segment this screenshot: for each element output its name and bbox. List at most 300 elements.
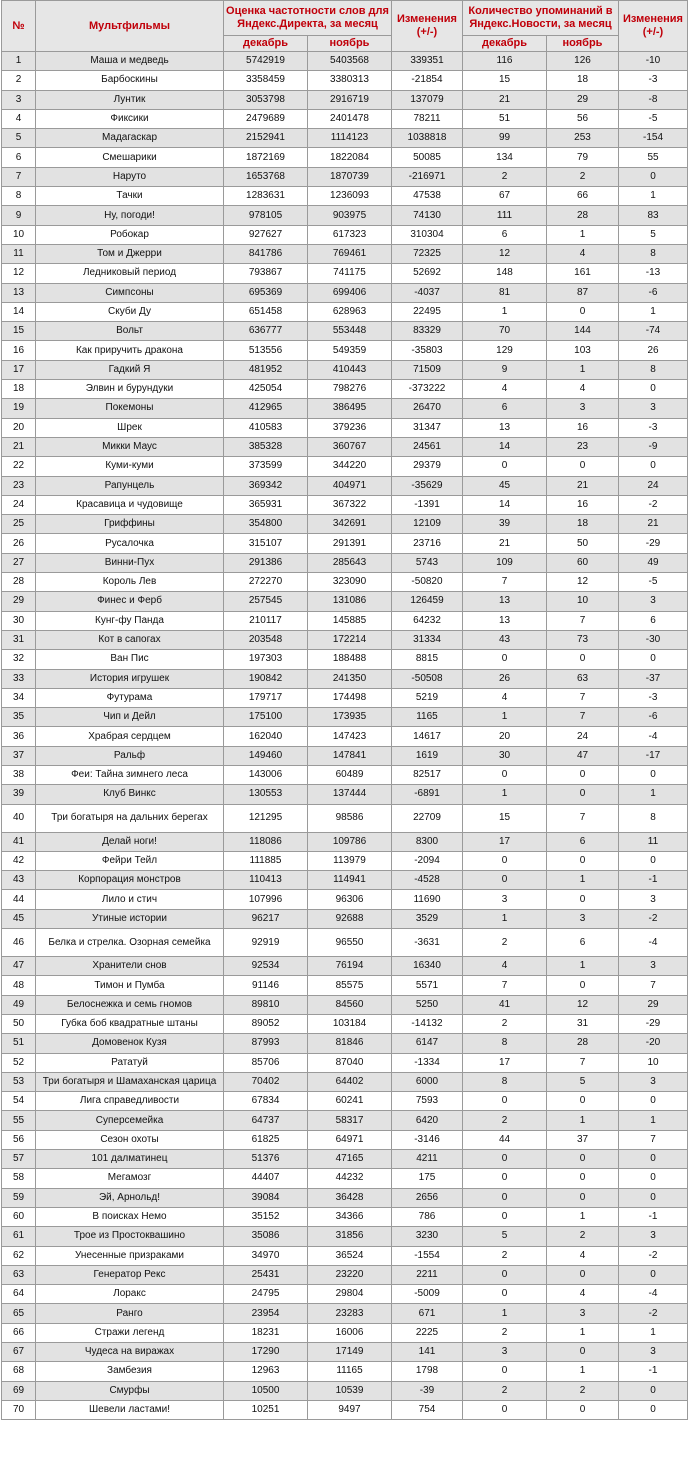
cartoon-name: Робокар — [36, 225, 224, 244]
table-row — [2, 1169, 688, 1188]
cartoon-name: Том и Джерри — [36, 244, 224, 263]
row-number: 37 — [2, 746, 36, 765]
news-november: 12 — [547, 995, 619, 1014]
direct-change: -50508 — [392, 669, 463, 688]
row-number: 32 — [2, 650, 36, 669]
row-number: 28 — [2, 573, 36, 592]
row-number: 18 — [2, 380, 36, 399]
cartoon-name: Смурфы — [36, 1381, 224, 1400]
direct-november: 386495 — [308, 399, 392, 418]
row-number: 42 — [2, 851, 36, 870]
header-change-direct: Изменения (+/-) — [392, 1, 463, 52]
header-november-direct: ноябрь — [308, 36, 392, 52]
news-december: 0 — [463, 1169, 547, 1188]
news-change: 21 — [619, 515, 688, 534]
news-change: 0 — [619, 457, 688, 476]
cartoon-name: Хранители снов — [36, 957, 224, 976]
direct-december: 412965 — [224, 399, 308, 418]
table-row — [2, 976, 688, 995]
table-row — [2, 52, 688, 71]
direct-november: 9497 — [308, 1400, 392, 1419]
row-number: 15 — [2, 322, 36, 341]
news-change: 0 — [619, 1381, 688, 1400]
direct-change: 3230 — [392, 1227, 463, 1246]
cartoon-name: Вольт — [36, 322, 224, 341]
news-change: 0 — [619, 851, 688, 870]
news-november: 6 — [547, 832, 619, 851]
news-november: 1 — [547, 1207, 619, 1226]
news-november: 7 — [547, 708, 619, 727]
news-november: 3 — [547, 1304, 619, 1323]
direct-change: 31347 — [392, 418, 463, 437]
direct-december: 841786 — [224, 244, 308, 263]
news-november: 0 — [547, 976, 619, 995]
direct-change: 83329 — [392, 322, 463, 341]
cartoon-name: Корпорация монстров — [36, 871, 224, 890]
cartoon-name: Делай ноги! — [36, 832, 224, 851]
news-change: -2 — [619, 909, 688, 928]
table-row — [2, 206, 688, 225]
cartoon-name: 101 далматинец — [36, 1150, 224, 1169]
row-number: 39 — [2, 785, 36, 804]
table-row — [2, 1092, 688, 1111]
direct-december: 35086 — [224, 1227, 308, 1246]
cartoon-name: Феи: Тайна зимнего леса — [36, 765, 224, 784]
news-december: 7 — [463, 976, 547, 995]
direct-change: 5250 — [392, 995, 463, 1014]
news-december: 2 — [463, 1381, 547, 1400]
direct-change: 8300 — [392, 832, 463, 851]
direct-november: 1822084 — [308, 148, 392, 167]
direct-december: 70402 — [224, 1072, 308, 1091]
direct-december: 85706 — [224, 1053, 308, 1072]
cartoon-name: Наруто — [36, 167, 224, 186]
news-change: 11 — [619, 832, 688, 851]
direct-change: 137079 — [392, 90, 463, 109]
direct-change: 29379 — [392, 457, 463, 476]
news-december: 2 — [463, 1323, 547, 1342]
direct-november: 34366 — [308, 1207, 392, 1226]
news-december: 111 — [463, 206, 547, 225]
news-november: 0 — [547, 851, 619, 870]
row-number: 44 — [2, 890, 36, 909]
news-december: 3 — [463, 1343, 547, 1362]
table-row — [2, 534, 688, 553]
direct-november: 109786 — [308, 832, 392, 851]
direct-november: 367322 — [308, 495, 392, 514]
news-november: 0 — [547, 785, 619, 804]
news-november: 63 — [547, 669, 619, 688]
news-december: 17 — [463, 832, 547, 851]
news-change: -3 — [619, 418, 688, 437]
news-december: 6 — [463, 225, 547, 244]
table-row — [2, 669, 688, 688]
news-november: 50 — [547, 534, 619, 553]
direct-december: 636777 — [224, 322, 308, 341]
news-november: 144 — [547, 322, 619, 341]
direct-november: 36428 — [308, 1188, 392, 1207]
row-number: 59 — [2, 1188, 36, 1207]
news-change: 1 — [619, 785, 688, 804]
direct-november: 81846 — [308, 1034, 392, 1053]
news-december: 0 — [463, 1188, 547, 1207]
table-row — [2, 109, 688, 128]
direct-november: 92688 — [308, 909, 392, 928]
table-row — [2, 1304, 688, 1323]
table-row — [2, 573, 688, 592]
cartoon-name: Мегамозг — [36, 1169, 224, 1188]
table-row — [2, 418, 688, 437]
direct-november: 60241 — [308, 1092, 392, 1111]
direct-change: 3529 — [392, 909, 463, 928]
news-november: 23 — [547, 437, 619, 456]
row-number: 58 — [2, 1169, 36, 1188]
news-december: 43 — [463, 630, 547, 649]
table-row — [2, 1014, 688, 1033]
news-change: 0 — [619, 650, 688, 669]
news-change: 0 — [619, 1150, 688, 1169]
cartoon-name: Маша и медведь — [36, 52, 224, 71]
news-november: 79 — [547, 148, 619, 167]
direct-change: 52692 — [392, 264, 463, 283]
news-november: 0 — [547, 1092, 619, 1111]
row-number: 61 — [2, 1227, 36, 1246]
news-november: 161 — [547, 264, 619, 283]
table-row — [2, 302, 688, 321]
row-number: 4 — [2, 109, 36, 128]
ratings-table — [1, 0, 688, 1420]
news-december: 70 — [463, 322, 547, 341]
news-december: 0 — [463, 871, 547, 890]
direct-november: 76194 — [308, 957, 392, 976]
direct-november: 85575 — [308, 976, 392, 995]
news-december: 14 — [463, 495, 547, 514]
row-number: 47 — [2, 957, 36, 976]
row-number: 16 — [2, 341, 36, 360]
direct-november: 344220 — [308, 457, 392, 476]
news-december: 21 — [463, 90, 547, 109]
news-change: 3 — [619, 399, 688, 418]
direct-december: 18231 — [224, 1323, 308, 1342]
news-november: 2 — [547, 1381, 619, 1400]
direct-change: 64232 — [392, 611, 463, 630]
direct-november: 98586 — [308, 804, 392, 832]
direct-december: 39084 — [224, 1188, 308, 1207]
news-november: 10 — [547, 592, 619, 611]
news-november: 3 — [547, 909, 619, 928]
news-change: 55 — [619, 148, 688, 167]
news-december: 13 — [463, 611, 547, 630]
news-december: 8 — [463, 1072, 547, 1091]
news-change: -10 — [619, 52, 688, 71]
news-november: 4 — [547, 380, 619, 399]
direct-december: 107996 — [224, 890, 308, 909]
direct-change: -35629 — [392, 476, 463, 495]
table-row — [2, 804, 688, 832]
row-number: 60 — [2, 1207, 36, 1226]
row-number: 8 — [2, 187, 36, 206]
row-number: 6 — [2, 148, 36, 167]
direct-change: -39 — [392, 1381, 463, 1400]
news-november: 1 — [547, 360, 619, 379]
direct-november: 741175 — [308, 264, 392, 283]
direct-november: 617323 — [308, 225, 392, 244]
table-row — [2, 71, 688, 90]
news-change: 10 — [619, 1053, 688, 1072]
news-change: 5 — [619, 225, 688, 244]
cartoon-name: Покемоны — [36, 399, 224, 418]
direct-november: 798276 — [308, 380, 392, 399]
direct-december: 175100 — [224, 708, 308, 727]
news-november: 0 — [547, 1188, 619, 1207]
direct-change: -35803 — [392, 341, 463, 360]
cartoon-name: Домовенок Кузя — [36, 1034, 224, 1053]
direct-december: 24795 — [224, 1285, 308, 1304]
news-december: 1 — [463, 1304, 547, 1323]
direct-december: 354800 — [224, 515, 308, 534]
news-november: 0 — [547, 457, 619, 476]
direct-change: -216971 — [392, 167, 463, 186]
table-row — [2, 90, 688, 109]
row-number: 24 — [2, 495, 36, 514]
news-november: 0 — [547, 302, 619, 321]
direct-december: 190842 — [224, 669, 308, 688]
direct-december: 695369 — [224, 283, 308, 302]
table-row — [2, 1188, 688, 1207]
direct-november: 172214 — [308, 630, 392, 649]
cartoon-name: Три богатыря на дальних берегах — [36, 804, 224, 832]
direct-change: 47538 — [392, 187, 463, 206]
direct-december: 927627 — [224, 225, 308, 244]
news-december: 6 — [463, 399, 547, 418]
direct-december: 61825 — [224, 1130, 308, 1149]
direct-december: 315107 — [224, 534, 308, 553]
direct-december: 203548 — [224, 630, 308, 649]
table-row — [2, 727, 688, 746]
cartoon-name: Стражи легенд — [36, 1323, 224, 1342]
row-number: 22 — [2, 457, 36, 476]
direct-change: 6147 — [392, 1034, 463, 1053]
table-row — [2, 1323, 688, 1342]
direct-november: 3380313 — [308, 71, 392, 90]
direct-change: -50820 — [392, 573, 463, 592]
cartoon-name: Рапунцель — [36, 476, 224, 495]
direct-november: 628963 — [308, 302, 392, 321]
direct-december: 118086 — [224, 832, 308, 851]
direct-december: 1872169 — [224, 148, 308, 167]
news-change: 3 — [619, 592, 688, 611]
direct-november: 145885 — [308, 611, 392, 630]
news-november: 7 — [547, 688, 619, 707]
direct-change: 16340 — [392, 957, 463, 976]
direct-december: 34970 — [224, 1246, 308, 1265]
news-november: 24 — [547, 727, 619, 746]
cartoon-name: Суперсемейка — [36, 1111, 224, 1130]
news-change: 0 — [619, 167, 688, 186]
news-december: 148 — [463, 264, 547, 283]
news-change: -6 — [619, 283, 688, 302]
table-row — [2, 399, 688, 418]
table-row — [2, 1072, 688, 1091]
cartoon-name: Шрек — [36, 418, 224, 437]
table-row — [2, 225, 688, 244]
direct-change: 141 — [392, 1343, 463, 1362]
news-december: 13 — [463, 592, 547, 611]
news-change: 83 — [619, 206, 688, 225]
cartoon-name: Красавица и чудовище — [36, 495, 224, 514]
direct-change: 82517 — [392, 765, 463, 784]
news-november: 126 — [547, 52, 619, 71]
direct-december: 51376 — [224, 1150, 308, 1169]
news-december: 0 — [463, 765, 547, 784]
cartoon-name: Храбрая сердцем — [36, 727, 224, 746]
direct-change: -1334 — [392, 1053, 463, 1072]
news-december: 9 — [463, 360, 547, 379]
news-december: 116 — [463, 52, 547, 71]
direct-november: 29804 — [308, 1285, 392, 1304]
table-row — [2, 553, 688, 572]
news-december: 67 — [463, 187, 547, 206]
news-november: 0 — [547, 1400, 619, 1419]
direct-change: 5219 — [392, 688, 463, 707]
direct-december: 67834 — [224, 1092, 308, 1111]
news-change: 1 — [619, 1323, 688, 1342]
cartoon-name: Ральф — [36, 746, 224, 765]
table-row — [2, 495, 688, 514]
news-november: 29 — [547, 90, 619, 109]
table-row — [2, 437, 688, 456]
direct-november: 58317 — [308, 1111, 392, 1130]
direct-november: 342691 — [308, 515, 392, 534]
cartoon-name: Микки Маус — [36, 437, 224, 456]
row-number: 36 — [2, 727, 36, 746]
direct-december: 2479689 — [224, 109, 308, 128]
direct-december: 978105 — [224, 206, 308, 225]
news-december: 2 — [463, 1014, 547, 1033]
table-row — [2, 1207, 688, 1226]
news-change: -29 — [619, 1014, 688, 1033]
news-change: -4 — [619, 727, 688, 746]
direct-december: 44407 — [224, 1169, 308, 1188]
news-change: -154 — [619, 129, 688, 148]
direct-december: 110413 — [224, 871, 308, 890]
direct-change: 26470 — [392, 399, 463, 418]
news-change: 49 — [619, 553, 688, 572]
news-november: 18 — [547, 515, 619, 534]
direct-change: 2225 — [392, 1323, 463, 1342]
news-november: 0 — [547, 765, 619, 784]
row-number: 10 — [2, 225, 36, 244]
direct-december: 92534 — [224, 957, 308, 976]
cartoon-name: Тимон и Пумба — [36, 976, 224, 995]
direct-november: 23283 — [308, 1304, 392, 1323]
table-row — [2, 765, 688, 784]
table-row — [2, 957, 688, 976]
news-change: 0 — [619, 1092, 688, 1111]
row-number: 38 — [2, 765, 36, 784]
direct-november: 323090 — [308, 573, 392, 592]
direct-december: 130553 — [224, 785, 308, 804]
direct-change: 339351 — [392, 52, 463, 71]
news-november: 28 — [547, 1034, 619, 1053]
direct-november: 31856 — [308, 1227, 392, 1246]
direct-december: 197303 — [224, 650, 308, 669]
table-row — [2, 871, 688, 890]
direct-november: 188488 — [308, 650, 392, 669]
direct-change: 8815 — [392, 650, 463, 669]
news-december: 5 — [463, 1227, 547, 1246]
direct-change: -2094 — [392, 851, 463, 870]
cartoon-name: Русалочка — [36, 534, 224, 553]
direct-december: 10251 — [224, 1400, 308, 1419]
cartoon-name: Губка боб квадратные штаны — [36, 1014, 224, 1033]
direct-november: 10539 — [308, 1381, 392, 1400]
news-change: -4 — [619, 1285, 688, 1304]
direct-november: 131086 — [308, 592, 392, 611]
direct-change: 50085 — [392, 148, 463, 167]
table-row — [2, 322, 688, 341]
table-row — [2, 890, 688, 909]
direct-november: 5403568 — [308, 52, 392, 71]
direct-december: 92919 — [224, 929, 308, 957]
direct-change: 5743 — [392, 553, 463, 572]
direct-change: -373222 — [392, 380, 463, 399]
row-number: 49 — [2, 995, 36, 1014]
news-change: -13 — [619, 264, 688, 283]
news-december: 134 — [463, 148, 547, 167]
news-change: 1 — [619, 302, 688, 321]
news-change: 8 — [619, 804, 688, 832]
news-november: 7 — [547, 611, 619, 630]
direct-change: 310304 — [392, 225, 463, 244]
cartoon-name: Симпсоны — [36, 283, 224, 302]
news-november: 1 — [547, 1362, 619, 1381]
direct-december: 23954 — [224, 1304, 308, 1323]
direct-change: 72325 — [392, 244, 463, 263]
direct-november: 17149 — [308, 1343, 392, 1362]
row-number: 41 — [2, 832, 36, 851]
news-change: 0 — [619, 1188, 688, 1207]
cartoon-name: Футурама — [36, 688, 224, 707]
news-november: 2 — [547, 1227, 619, 1246]
row-number: 66 — [2, 1323, 36, 1342]
direct-november: 404971 — [308, 476, 392, 495]
news-december: 2 — [463, 1111, 547, 1130]
news-december: 41 — [463, 995, 547, 1014]
direct-change: -6891 — [392, 785, 463, 804]
news-december: 15 — [463, 804, 547, 832]
news-december: 14 — [463, 437, 547, 456]
news-change: -2 — [619, 1246, 688, 1265]
direct-november: 1236093 — [308, 187, 392, 206]
table-row — [2, 1362, 688, 1381]
direct-change: 6000 — [392, 1072, 463, 1091]
direct-november: 285643 — [308, 553, 392, 572]
news-december: 51 — [463, 109, 547, 128]
news-december: 0 — [463, 457, 547, 476]
cartoon-name: Куми-куми — [36, 457, 224, 476]
row-number: 55 — [2, 1111, 36, 1130]
news-december: 0 — [463, 1400, 547, 1419]
direct-november: 16006 — [308, 1323, 392, 1342]
news-december: 129 — [463, 341, 547, 360]
table-row — [2, 129, 688, 148]
direct-november: 96306 — [308, 890, 392, 909]
news-december: 45 — [463, 476, 547, 495]
table-row — [2, 785, 688, 804]
direct-november: 60489 — [308, 765, 392, 784]
table-row — [2, 1111, 688, 1130]
